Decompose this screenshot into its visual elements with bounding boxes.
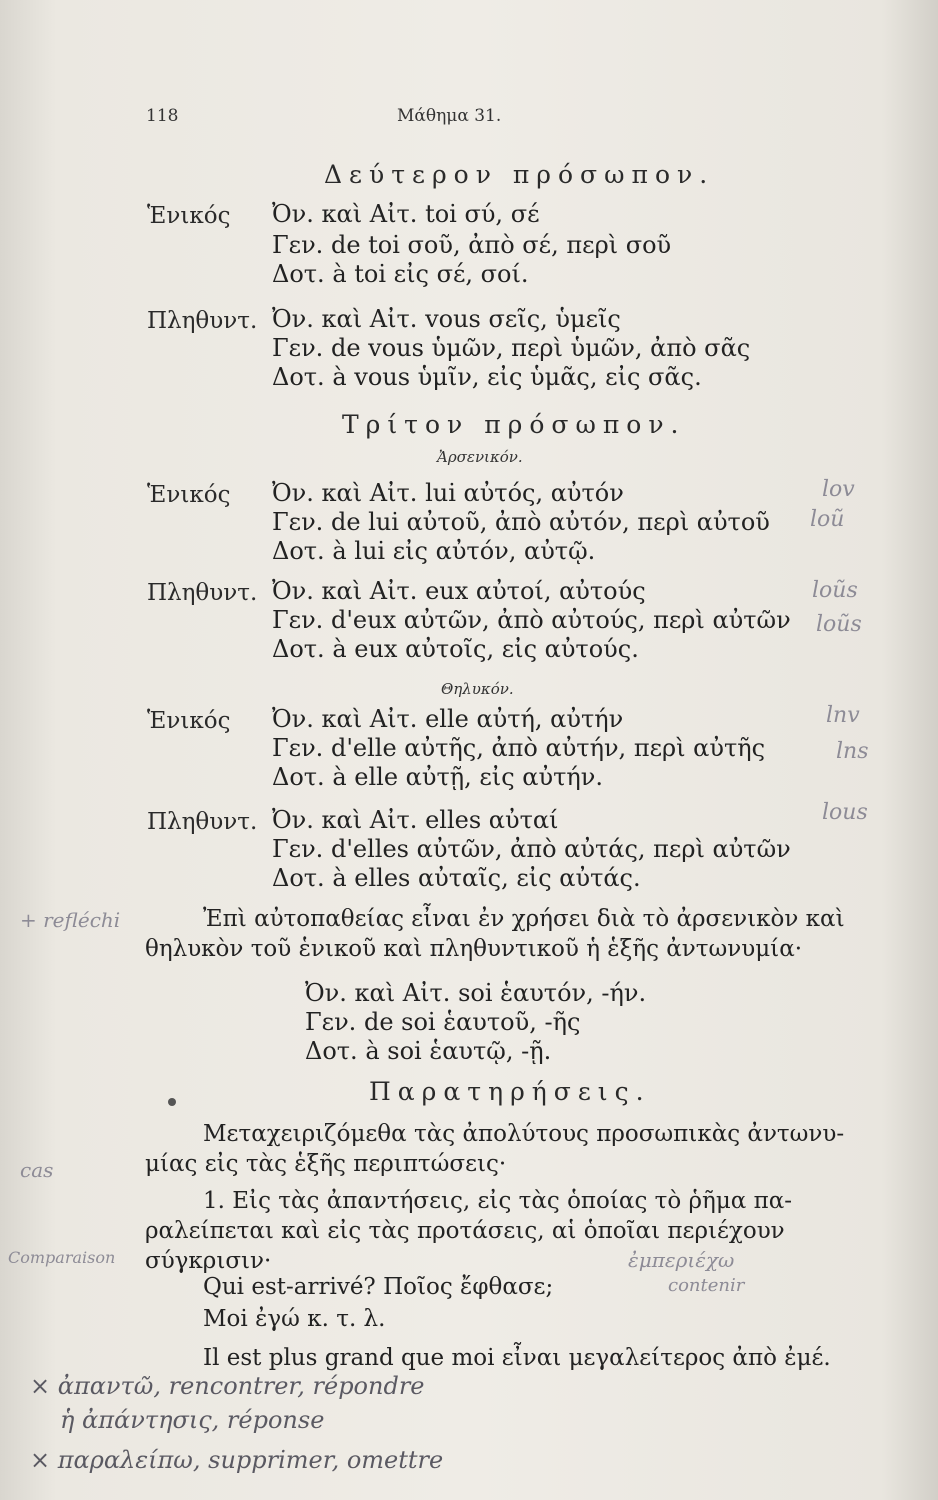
paradigm-row <box>272 606 791 634</box>
case-label: Ὀν. καὶ Αἰτ. <box>305 979 451 1007</box>
handwritten-bottom-note: × παραλείπω, supprimer, omettre <box>30 1446 444 1474</box>
handwritten-margin-note: contenir <box>668 1275 745 1296</box>
form-text: de vous ὑμῶν, περὶ ὑμῶν, ἀπὸ σᾶς <box>330 334 751 362</box>
form-text: d'elle αὐτῆς, ἀπὸ αὐτήν, περὶ αὐτῆς <box>330 734 766 762</box>
case-label: Γεν. <box>272 606 324 634</box>
paradigm-row <box>272 763 603 791</box>
form-text: à lui εἰς αὐτόν, αὐτῷ. <box>332 537 596 565</box>
form-text: d'eux αὐτῶν, ἀπὸ αὐτούς, περὶ αὐτῶν <box>330 606 791 634</box>
form-text: eux αὐτοί, αὐτούς <box>425 577 646 605</box>
case-label: Ὀν. καὶ Αἰτ. <box>272 806 418 834</box>
section-heading-second-person: Δεύτερον πρόσωπον. <box>324 160 715 189</box>
paradigm-row <box>272 835 791 863</box>
paradigm-row <box>305 1037 551 1065</box>
gender-label-masculine: Ἀρσενικόν. <box>437 448 523 466</box>
remarks-line: Μεταχειριζόμεθα τὰς ἀπολύτους προσωπικὰς ἀντωνυ- <box>203 1121 845 1147</box>
case-label: Ὀν. καὶ Αἰτ. <box>272 705 418 733</box>
case-label: Δοτ. <box>272 864 325 892</box>
handwritten-margin-note: ἐμπεριέχω <box>628 1248 735 1272</box>
form-text: à vous ὑμῖν, εἰς ὑμᾶς, εἰς σᾶς. <box>332 363 702 391</box>
case-label: Δοτ. <box>305 1037 358 1065</box>
handwritten-bottom-note: × ἀπαντῶ, rencontrer, répondre <box>30 1372 425 1400</box>
form-text: lui αὐτός, αὐτόν <box>425 479 624 507</box>
paradigm-row <box>272 734 765 762</box>
form-text: de lui αὐτοῦ, ἀπὸ αὐτόν, περὶ αὐτοῦ <box>330 508 770 536</box>
case-label: Γεν. <box>272 334 324 362</box>
remarks-item-line: ραλείπεται καὶ εἰς τὰς προτάσεις, αἱ ὁποῖαι περιέχουν <box>145 1218 785 1244</box>
form-text: elle αὐτή, αὐτήν <box>425 705 624 733</box>
handwritten-margin-note: lous <box>822 800 868 825</box>
form-text: à soi ἑαυτῷ, -ῇ. <box>365 1037 552 1065</box>
example-line: Il est plus grand que moi εἶναι μεγαλείτερος ἀπὸ ἐμέ. <box>203 1345 831 1371</box>
reflexive-intro-line: θηλυκὸν τοῦ ἑνικοῦ καὶ πληθυντικοῦ ἡ ἑξῆς ἀντωνυμία· <box>145 936 803 962</box>
remarks-line: μίας εἰς τὰς ἑξῆς περιπτώσεις· <box>145 1151 507 1177</box>
form-text: à elles αὐταῖς, εἰς αὐτάς. <box>332 864 641 892</box>
number-label-plural: Πληθυντ. <box>147 580 258 606</box>
gender-label-feminine: Θηλυκόν. <box>441 680 514 698</box>
section-heading-remarks: Παρατηρήσεις. <box>369 1077 651 1106</box>
handwritten-margin-note: + refléchi <box>20 908 121 932</box>
case-label: Δοτ. <box>272 537 325 565</box>
remarks-item-line: σύγκρισιν· <box>145 1248 272 1274</box>
case-label: Γεν. <box>272 835 324 863</box>
handwritten-margin-note: lns <box>836 739 869 764</box>
paradigm-row <box>272 577 646 605</box>
ink-dot <box>168 1098 176 1106</box>
reflexive-intro-line: Ἐπὶ αὐτοπαθείας εἶναι ἐν χρήσει διὰ τὸ ἀρσενικὸν καὶ <box>203 906 845 932</box>
paradigm-row <box>272 231 671 259</box>
paradigm-row <box>305 1008 580 1036</box>
handwritten-margin-note: loũs <box>812 578 858 603</box>
form-text: toi σύ, σέ <box>425 200 540 228</box>
case-label: Δοτ. <box>272 363 325 391</box>
handwritten-margin-note: loũs <box>816 612 862 637</box>
form-text: à toi εἰς σέ, σοί. <box>332 260 529 288</box>
section-heading-third-person: Τρίτον πρόσωπον. <box>342 410 686 439</box>
paradigm-row <box>272 705 623 733</box>
example-line: Moi ἐγώ κ. τ. λ. <box>203 1306 386 1332</box>
remarks-item-line: 1. Εἰς τὰς ἀπαντήσεις, εἰς τὰς ὁποίας τὸ ῥῆμα πα- <box>203 1188 793 1214</box>
case-label: Ὀν. καὶ Αἰτ. <box>272 577 418 605</box>
number-label-singular: Ἑνικός <box>147 203 231 229</box>
case-label: Ὀν. καὶ Αἰτ. <box>272 200 418 228</box>
case-label: Δοτ. <box>272 635 325 663</box>
paradigm-row <box>272 200 540 228</box>
case-label: Γεν. <box>305 1008 357 1036</box>
number-label-plural: Πληθυντ. <box>147 308 258 334</box>
paradigm-row <box>272 635 639 663</box>
page-number: 118 <box>146 106 179 126</box>
paradigm-row <box>272 363 702 391</box>
paradigm-row <box>272 537 595 565</box>
paradigm-row <box>272 305 621 333</box>
paradigm-row <box>272 479 624 507</box>
paradigm-row <box>272 334 750 362</box>
form-text: soi ἑαυτόν, -ήν. <box>458 979 647 1007</box>
handwritten-bottom-note: ἡ ἀπάντησις, réponse <box>60 1406 325 1434</box>
form-text: de toi σοῦ, ἀπὸ σέ, περὶ σοῦ <box>330 231 672 259</box>
case-label: Γεν. <box>272 734 324 762</box>
paradigm-row <box>272 864 641 892</box>
running-title: Μάθημα 31. <box>397 106 502 126</box>
form-text: elles αὐταί <box>425 806 559 834</box>
paradigm-row <box>305 979 646 1007</box>
handwritten-margin-note: loũ <box>810 507 845 532</box>
form-text: à elle αὐτῇ, εἰς αὐτήν. <box>332 763 603 791</box>
case-label: Ὀν. καὶ Αἰτ. <box>272 479 418 507</box>
case-label: Γεν. <box>272 508 324 536</box>
handwritten-margin-note: lov <box>822 477 855 502</box>
number-label-singular: Ἑνικός <box>147 708 231 734</box>
handwritten-margin-note: cas <box>20 1158 54 1182</box>
number-label-plural: Πληθυντ. <box>147 809 258 835</box>
case-label: Δοτ. <box>272 763 325 791</box>
form-text: à eux αὐτοῖς, εἰς αὐτούς. <box>332 635 639 663</box>
form-text: de soi ἑαυτοῦ, -ῆς <box>363 1008 581 1036</box>
handwritten-margin-note: lnv <box>826 703 860 728</box>
number-label-singular: Ἑνικός <box>147 482 231 508</box>
example-line: Qui est-arrivé? Ποῖος ἔφθασε; <box>203 1274 554 1300</box>
paradigm-row <box>272 806 558 834</box>
paradigm-row <box>272 508 770 536</box>
paradigm-row <box>272 260 529 288</box>
form-text: d'elles αὐτῶν, ἀπὸ αὐτάς, περὶ αὐτῶν <box>330 835 791 863</box>
form-text: vous σεῖς, ὑμεῖς <box>425 305 621 333</box>
case-label: Γεν. <box>272 231 324 259</box>
handwritten-margin-note: Comparaison <box>8 1248 116 1267</box>
case-label: Ὀν. καὶ Αἰτ. <box>272 305 418 333</box>
case-label: Δοτ. <box>272 260 325 288</box>
